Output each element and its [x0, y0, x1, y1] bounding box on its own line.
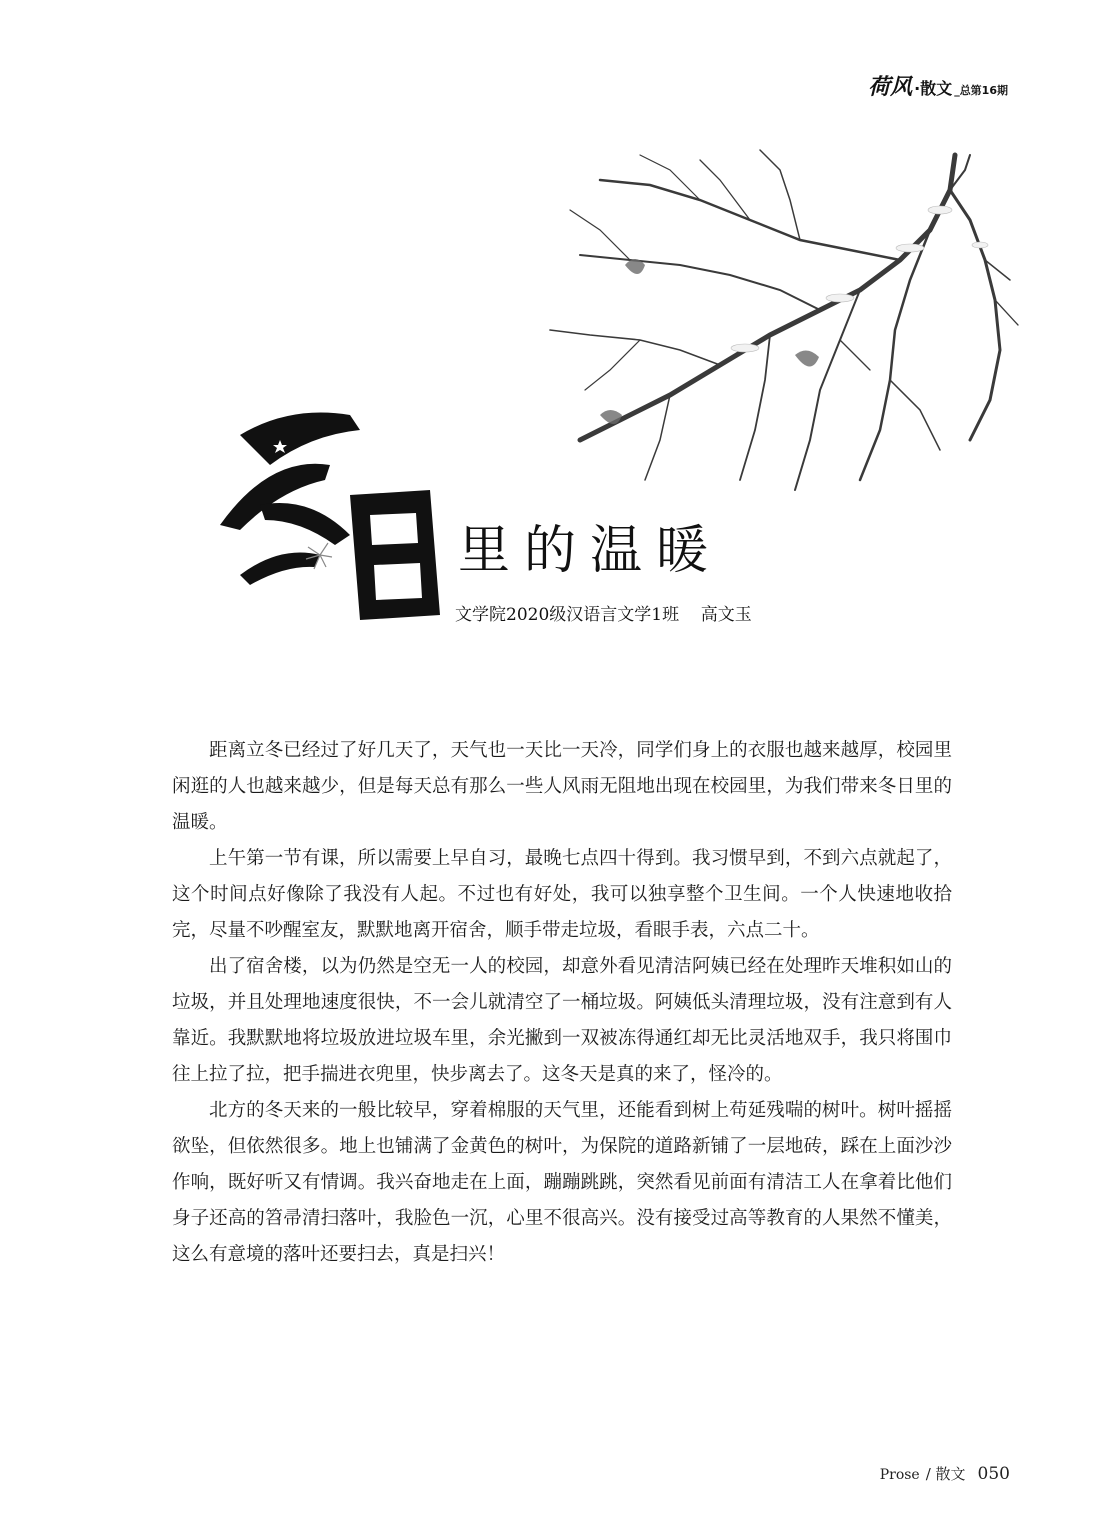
- title-calligraphy: [200, 395, 460, 625]
- page-number: 050: [977, 1464, 1010, 1484]
- title-text: 里的温暖: [458, 521, 723, 581]
- section-name: ·散文: [914, 79, 953, 98]
- paragraph: 出了宿舍楼，以为仍然是空无一人的校园，却意外看见清洁阿姨已经在处理昨天堆积如山的垃圾，并且处理地速度很快，不一会儿就清空了一桶垃圾。阿姨低头清理垃圾，没有注意到有人靠近。我默默地将垃圾放进垃圾车里，余光撇到一双被冻得通红却无比灵活地双手，我只将围巾往上拉了拉，把手揣进衣兜里，快步离去了。这冬天是真的来了，怪冷的。: [172, 956, 952, 1085]
- author-byline: 文学院2020级汉语言文学1班 高文玉: [455, 605, 752, 625]
- snowy-branch-illustration: [540, 140, 1020, 510]
- footer-section-chinese: / 散文: [925, 1465, 966, 1483]
- issue-number: _总第16期: [954, 84, 1008, 97]
- magazine-name: 荷风: [868, 74, 913, 100]
- article-body: [172, 733, 952, 1273]
- paragraph: 北方的冬天来的一般比较早，穿着棉服的天气里，还能看到树上苟延残喘的树叶。树叶摇摇欲坠，但依然很多。地上也铺满了金黄色的树叶，为保院的道路新铺了一层地砖，踩在上面沙沙作响，既好听又有情调。我兴奋地走在上面，蹦蹦跳跳，突然看见前面有清洁工人在拿着比他们身子还高的笤帚清扫落叶，我脸色一沉，心里不很高兴。没有接受过高等教育的人果然不懂美，这么有意境的落叶还要扫去，真是扫兴！: [172, 1100, 952, 1265]
- footer-section-english: Prose: [879, 1467, 920, 1483]
- page-footer: [880, 1463, 1010, 1484]
- running-header: [868, 70, 1008, 101]
- paragraph: 上午第一节有课，所以需要上早自习，最晚七点四十得到。我习惯早到，不到六点就起了，这个时间点好像除了我没有人起。不过也有好处，我可以独享整个卫生间。一个人快速地收拾完，尽量不吵醒室友，默默地离开宿舍，顺手带走垃圾，看眼手表，六点二十。: [172, 848, 952, 941]
- paragraph: 距离立冬已经过了好几天了，天气也一天比一天冷，同学们身上的衣服也越来越厚，校园里闲逛的人也越来越少，但是每天总有那么一些人风雨无阻地出现在校园里，为我们带来冬日里的温暖。: [172, 740, 952, 833]
